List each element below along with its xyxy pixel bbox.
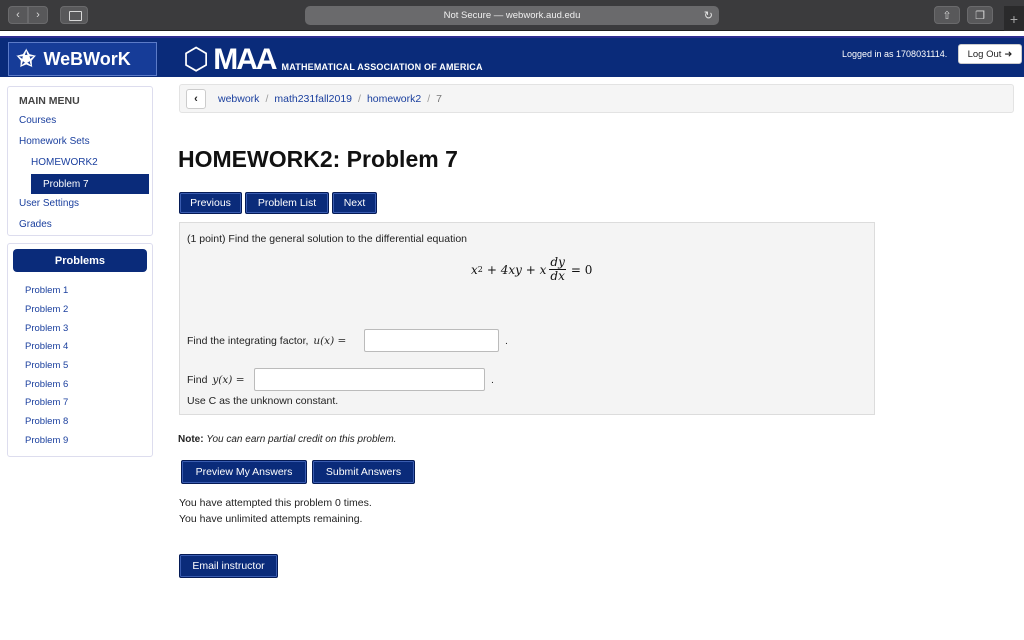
share-icon[interactable]: ⇧ (934, 6, 960, 24)
previous-button[interactable]: Previous (179, 192, 242, 214)
eq-numerator: dy (550, 255, 565, 269)
differential-equation (471, 256, 592, 283)
forward-icon[interactable]: › (28, 6, 48, 24)
eq-rhs: = 0 (570, 262, 593, 277)
maa-polyhedron-icon: ⬡ (183, 43, 210, 76)
address-bar[interactable] (305, 6, 719, 25)
eq-middle: + 4xy + x (486, 262, 547, 277)
logout-label: Log Out (967, 48, 1002, 60)
menu-item-homework-sets[interactable]: Homework Sets (19, 136, 90, 147)
webwork-star-icon: ✬ (17, 46, 36, 71)
answer-period: . (505, 335, 508, 347)
tabs-overview-icon[interactable]: ❐ (967, 6, 993, 24)
problem-link-1[interactable]: Problem 1 (25, 285, 69, 296)
note-label: Note: (178, 434, 204, 445)
maa-full-name: MATHEMATICAL ASSOCIATION OF AMERICA (281, 62, 483, 72)
breadcrumb-current: 7 (436, 92, 442, 105)
breadcrumb-separator: / (427, 92, 431, 105)
breadcrumb-separator: / (265, 92, 269, 105)
page-title: HOMEWORK2: Problem 7 (178, 146, 458, 172)
reload-icon[interactable]: ↻ (703, 10, 713, 22)
main-menu (7, 86, 153, 236)
constant-hint: Use C as the unknown constant. (187, 395, 339, 407)
problem-link-8[interactable]: Problem 8 (25, 416, 69, 427)
attempts-count: You have attempted this problem 0 times. (179, 497, 372, 509)
back-icon[interactable]: ‹ (8, 6, 28, 24)
breadcrumb-course[interactable]: math231fall2019 (274, 92, 353, 105)
answer-period: . (491, 374, 494, 386)
attempts-remaining: You have unlimited attempts remaining. (179, 513, 363, 525)
webwork-logo[interactable] (8, 42, 157, 76)
menu-item-homework2[interactable]: HOMEWORK2 (31, 157, 98, 168)
menu-item-user-settings[interactable]: User Settings (19, 198, 80, 209)
problems-menu-title: Problems (13, 249, 147, 272)
maa-logo-text: MAA (213, 43, 276, 76)
logout-button[interactable] (958, 44, 1022, 64)
submit-answers-button[interactable]: Submit Answers (312, 460, 415, 484)
eq-derivative (549, 256, 565, 283)
logout-icon: ➜ (1004, 48, 1013, 60)
browser-toolbar (0, 0, 1024, 31)
site-header (0, 36, 1024, 77)
problem-list-button[interactable]: Problem List (245, 192, 329, 214)
breadcrumb-back-icon[interactable]: ‹ (186, 89, 206, 109)
menu-item-current-problem[interactable]: Problem 7 (31, 174, 149, 194)
main-menu-title: MAIN MENU (19, 95, 80, 107)
email-instructor-button[interactable]: Email instructor (179, 554, 278, 578)
eq-exponent: 2 (477, 265, 483, 274)
menu-item-courses[interactable]: Courses (19, 115, 57, 126)
problem-intro: (1 point) Find the general solution to the differential equation (187, 233, 467, 245)
problem-link-6[interactable]: Problem 6 (25, 379, 69, 390)
logged-in-text: Logged in as 1708031114. (842, 49, 948, 59)
solution-input[interactable] (254, 368, 485, 391)
problem-link-9[interactable]: Problem 9 (25, 435, 69, 446)
maa-logo[interactable] (183, 40, 483, 76)
sidebar-toggle-icon[interactable] (60, 6, 88, 24)
preview-answers-button[interactable]: Preview My Answers (181, 460, 307, 484)
eq-term-x: x (471, 262, 478, 277)
breadcrumb-set[interactable]: homework2 (366, 92, 422, 105)
problem-link-3[interactable]: Problem 3 (25, 323, 69, 334)
note-text: You can earn partial credit on this problem. (206, 434, 397, 445)
breadcrumb-webwork[interactable]: webwork (218, 92, 260, 105)
solution-text: Find (187, 374, 208, 386)
problem-link-4[interactable]: Problem 4 (25, 341, 69, 352)
menu-item-grades[interactable]: Grades (19, 219, 52, 230)
integrating-factor-input[interactable] (364, 329, 499, 352)
problem-link-7[interactable]: Problem 7 (25, 397, 69, 408)
integrating-factor-math: u(x) = (313, 335, 347, 347)
integrating-factor-label (187, 335, 346, 347)
solution-label (187, 374, 245, 386)
integrating-factor-text: Find the integrating factor, (187, 335, 309, 347)
solution-math: y(x) = (212, 374, 245, 386)
breadcrumb (179, 84, 1014, 113)
problems-menu (7, 243, 153, 457)
problem-body (179, 222, 875, 415)
url-text: Not Secure — webwork.aud.edu (443, 10, 581, 21)
problem-link-5[interactable]: Problem 5 (25, 360, 69, 371)
problem-link-2[interactable]: Problem 2 (25, 304, 69, 315)
new-tab-button[interactable]: + (1004, 6, 1024, 31)
webwork-logo-text: WeBWorK (43, 48, 131, 69)
next-button[interactable]: Next (332, 192, 377, 214)
eq-denominator: dx (550, 269, 565, 283)
partial-credit-note (178, 434, 396, 445)
breadcrumb-separator: / (358, 92, 361, 105)
